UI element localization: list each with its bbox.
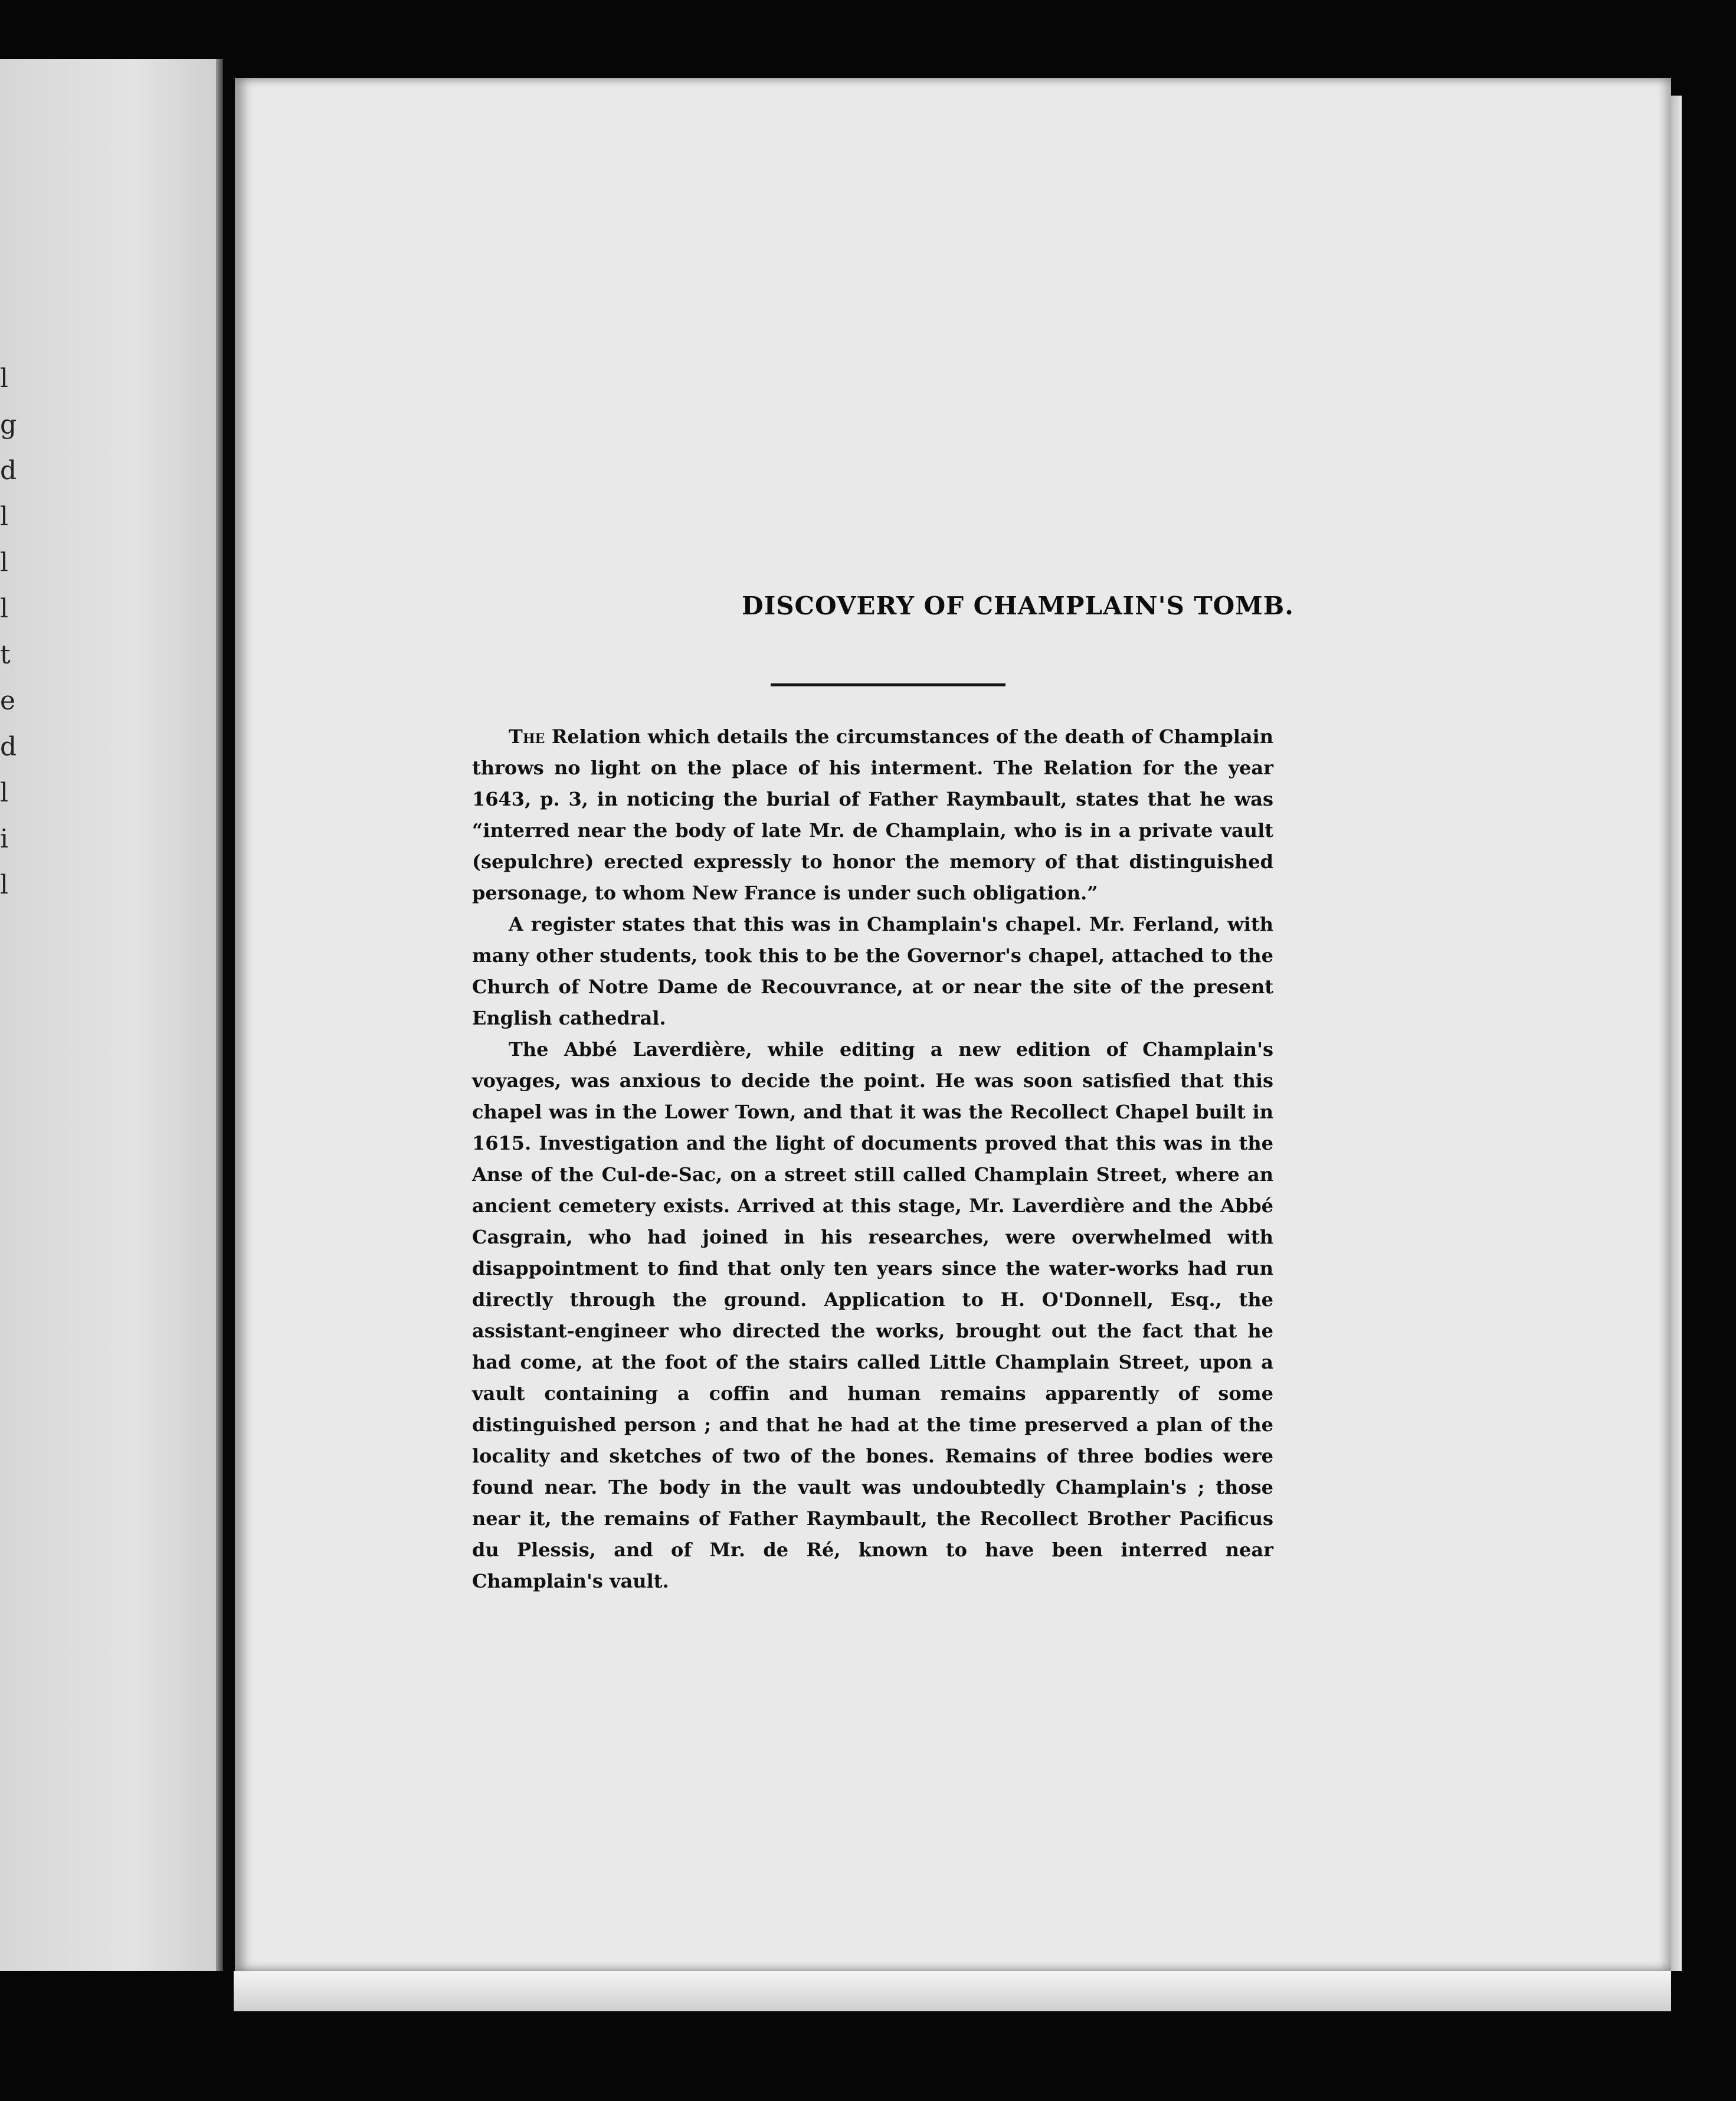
paragraph-2	[472, 909, 1273, 1034]
page-title: DISCOVERY OF CHAMPLAIN'S TOMB.	[742, 591, 1294, 620]
paragraph-1	[472, 721, 1273, 909]
edge-letter: t	[0, 640, 11, 670]
paragraph-text: The Abbé Laverdière, while editing a new edition of Champlain's voyages, was anxious to decide the point. He was soon satisfied that this chapel was in the Lower Town, and that it was the Recollect Chapel built in 1615. Investigation and the light of documents proved that this was in the Anse of the Cul-de-Sac, on a street still called Champlain Street, where an ancient cemetery exists. Arrived at this stage, Mr. Laverdière and the Abbé Casgrain, who had joined in his researches, were overwhelmed with disappointment to find that only ten years since the water-works had run directly through the ground. Application to H. O'Donnell, Esq., the assistant-engineer who directed the works, brought out the fact that he had come, at the foot of the stairs called Little Champlain Street, upon a vault containing a coffin and human remains apparently of some distinguished person ; and that he had at the time preserved a plan of the locality and sketches of two of the bones. Remains of three bodies were found near. The body in the vault was undoubtedly Champlain's ; those near it, the remains of Father Raymbault, the Recollect Brother Pacificus du Plessis, and of Mr. de Ré, known to have been interred near Champlain's vault.	[472, 1038, 1273, 1592]
edge-letter: l	[0, 548, 9, 578]
previous-page-text-edge	[0, 59, 18, 1971]
article-body	[472, 721, 1273, 1597]
paragraph-text: Relation which details the circumstances of the death of Champlain throws no light on the place of his interment. The Relation for the year 1643, p. 3, in noticing the burial of Father Raymbault, states that he was “interred near the body of late Mr. de Champlain, who is in a private vault (sepulchre) erected expressly to honor the memory of that distinguished personage, to whom New France is under such obligation.”	[472, 725, 1273, 904]
underlying-sheet-edge	[234, 1971, 1671, 2011]
paragraph-3	[472, 1034, 1273, 1597]
edge-letter: i	[0, 824, 9, 854]
edge-letter: l	[0, 594, 9, 624]
paragraph-text: A register states that this was in Champlain's chapel. Mr. Ferland, with many other students, took this to be the Governor's chapel, attached to the Church of Notre Dame de Recouvrance, at or near the site of the present English cathedral.	[472, 913, 1273, 1029]
edge-letter: g	[0, 410, 17, 440]
edge-letter: d	[0, 456, 17, 486]
previous-page	[0, 59, 220, 1971]
title-divider	[771, 683, 1005, 686]
edge-letter: l	[0, 364, 9, 394]
edge-letter: d	[0, 732, 17, 762]
edge-letter: l	[0, 870, 9, 900]
document-page	[235, 78, 1671, 1971]
edge-letter: l	[0, 502, 9, 532]
paragraph-lead-word: The	[509, 725, 545, 748]
edge-letter: l	[0, 778, 9, 808]
edge-letter: e	[0, 686, 16, 716]
